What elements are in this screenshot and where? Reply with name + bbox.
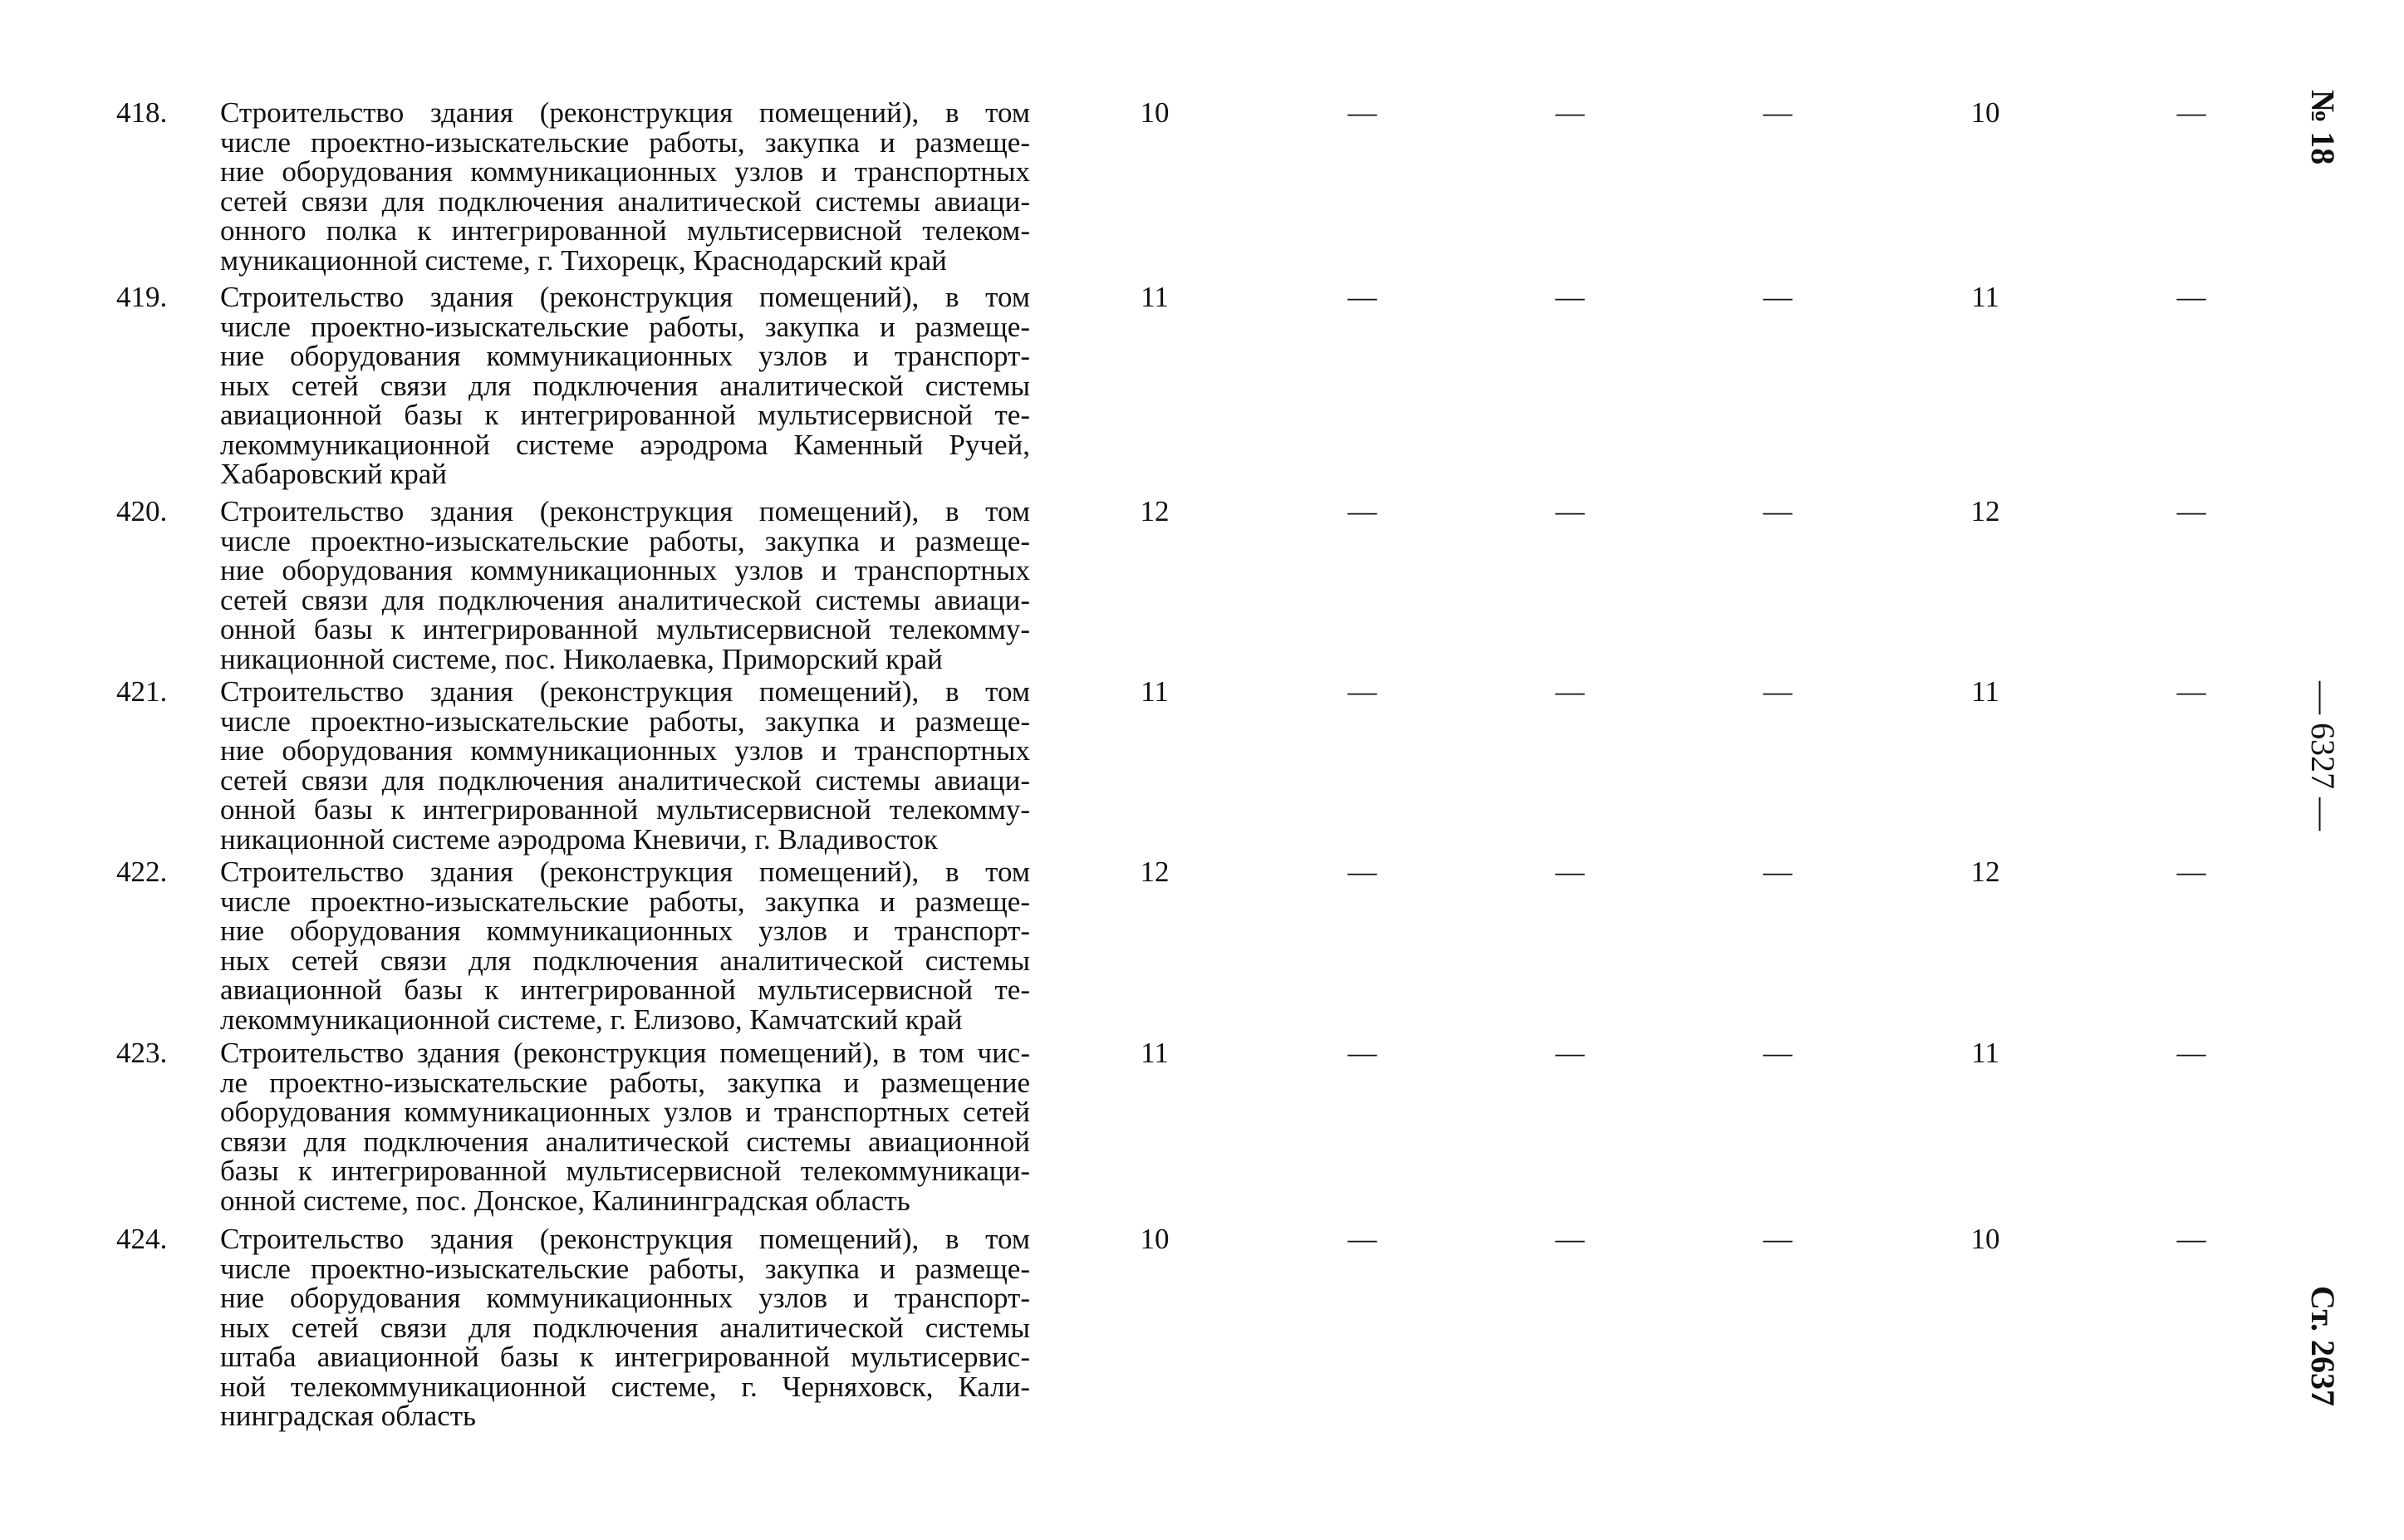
description-line: штаба авиационной базы к интегрированной мультисервис- — [220, 1341, 1030, 1373]
description-line: числе проектно-изыскательские работы, закупка и размеще- — [220, 125, 1030, 159]
value-cell: — — [2176, 675, 2206, 708]
description-line: муникационной системе, г. Тихорецк, Краснодарский край — [220, 243, 947, 277]
value-cell: — — [2176, 281, 2206, 313]
value-cell: — — [1763, 96, 1793, 129]
value-cell: — — [1763, 281, 1793, 313]
value-cell: — — [1555, 495, 1585, 527]
row-number: 420. — [116, 495, 168, 527]
description-line: сетей связи для подключения аналитической системы авиаци- — [220, 583, 1030, 616]
description-line: Хабаровский край — [220, 458, 447, 490]
value-cell: 10 — [1140, 96, 1170, 129]
row-description — [220, 98, 1030, 275]
description-line: ние оборудования коммуникационных узлов и транспортных — [220, 554, 1030, 586]
description-line: числе проектно-изыскательские работы, закупка и размеще- — [220, 1252, 1030, 1285]
value-cell: — — [1555, 675, 1585, 708]
description-line: числе проектно-изыскательские работы, закупка и размеще- — [220, 885, 1030, 918]
row-number: 418. — [116, 96, 168, 129]
value-cell: — — [1763, 495, 1793, 527]
description-line: оборудования коммуникационных узлов и транспортных сетей — [220, 1096, 1030, 1128]
value-cell: 10 — [1970, 96, 2000, 129]
value-cell: 12 — [1140, 856, 1170, 888]
row-description — [220, 1224, 1030, 1431]
description-line: онной базы к интегрированной мультисервисной телекомму- — [220, 793, 1030, 826]
description-line: ние оборудования коммуникационных узлов и транспорт- — [220, 1282, 1030, 1314]
value-cell: 11 — [1141, 675, 1169, 708]
row-number: 423. — [116, 1037, 168, 1069]
description-line: нинградская область — [220, 1400, 477, 1432]
value-cell: — — [1763, 1223, 1793, 1255]
value-cell: — — [1555, 281, 1585, 313]
value-cell: 11 — [1971, 675, 1999, 708]
value-cell: 11 — [1971, 1037, 1999, 1069]
value-cell: 11 — [1971, 281, 1999, 313]
description-line: Строительство здания (реконструкция помещений), в том — [220, 281, 1030, 313]
description-line: Строительство здания (реконструкция помещений), в том — [220, 495, 1030, 527]
description-line: ных сетей связи для подключения аналитической системы — [220, 369, 1030, 402]
value-cell: 11 — [1141, 1037, 1169, 1069]
value-cell: — — [2176, 1223, 2206, 1255]
description-line: лекоммуникационной системе аэродрома Каменный Ручей, — [220, 428, 1030, 461]
description-line: Строительство здания (реконструкция помещений), в том — [220, 675, 1030, 708]
description-line: Строительство здания (реконструкция помещений), в том — [220, 1223, 1030, 1255]
row-number: 419. — [116, 281, 168, 313]
value-cell: — — [1347, 96, 1377, 129]
value-cell: — — [1347, 495, 1377, 527]
value-cell: 10 — [1970, 1223, 2000, 1255]
value-cell: — — [1763, 675, 1793, 708]
issue-number: № 18 — [2304, 90, 2342, 165]
row-number: 421. — [116, 675, 168, 708]
value-cell: — — [1347, 1037, 1377, 1069]
description-line: ных сетей связи для подключения аналитической системы — [220, 944, 1030, 977]
description-line: связи для подключения аналитической системы авиационной — [220, 1125, 1030, 1158]
value-cell: — — [1347, 1223, 1377, 1255]
value-cell: — — [1763, 856, 1793, 888]
value-cell: 11 — [1141, 281, 1169, 313]
description-line: ние оборудования коммуникационных узлов и транспорт- — [220, 915, 1030, 947]
description-line: сетей связи для подключения аналитической системы авиаци- — [220, 184, 1030, 218]
value-cell: 12 — [1970, 856, 2000, 888]
value-cell: — — [1763, 1037, 1793, 1069]
description-line: числе проектно-изыскательские работы, закупка и размеще- — [220, 524, 1030, 557]
description-line: онного полка к интегрированной мультисервисной телеком- — [220, 214, 1030, 247]
description-line: никационной системе аэродрома Кневичи, г. Владивосток — [220, 822, 938, 856]
row-number: 424. — [116, 1223, 168, 1255]
value-cell: — — [1555, 1037, 1585, 1069]
description-line: авиационной базы к интегрированной мультисервисной те- — [220, 399, 1030, 431]
description-line: онной системе, пос. Донское, Калининградская область — [220, 1184, 910, 1217]
row-description — [220, 282, 1030, 489]
value-cell: — — [1347, 281, 1377, 313]
description-line: ной телекоммуникационной системе, г. Черняховск, Кали- — [220, 1370, 1030, 1403]
description-line: базы к интегрированной мультисервисной телекоммуникаци- — [220, 1155, 1030, 1187]
value-cell: — — [1555, 856, 1585, 888]
description-line: Строительство здания (реконструкция помещений), в том чис- — [220, 1037, 1030, 1069]
description-line: ние оборудования коммуникационных узлов и транспортных — [220, 155, 1030, 188]
description-line: числе проектно-изыскательские работы, закупка и размеще- — [220, 310, 1030, 343]
value-cell: 10 — [1140, 1223, 1170, 1255]
value-cell: — — [1555, 96, 1585, 129]
description-line: ние оборудования коммуникационных узлов и транспорт- — [220, 340, 1030, 372]
description-line: числе проектно-изыскательские работы, закупка и размеще- — [220, 704, 1030, 738]
description-line: авиационной базы к интегрированной мультисервисной те- — [220, 974, 1030, 1006]
value-cell: — — [1347, 675, 1377, 708]
row-description — [220, 857, 1030, 1034]
value-cell: — — [2176, 1037, 2206, 1069]
page-number: — 6327 — — [2304, 681, 2342, 831]
description-line: лекоммуникационной системе, г. Елизово, Камчатский край — [220, 1003, 963, 1036]
description-line: никационной системе, пос. Николаевка, Приморский край — [220, 642, 943, 675]
value-cell: — — [1347, 856, 1377, 888]
article-number: Ст. 2637 — [2304, 1286, 2342, 1406]
row-description — [220, 677, 1030, 854]
value-cell: 12 — [1140, 495, 1170, 527]
row-description — [220, 497, 1030, 674]
value-cell: — — [1555, 1223, 1585, 1255]
value-cell: 12 — [1970, 495, 2000, 527]
description-line: Строительство здания (реконструкция помещений), в том — [220, 856, 1030, 888]
description-line: онной базы к интегрированной мультисервисной телекомму- — [220, 613, 1030, 645]
value-cell: — — [2176, 96, 2206, 129]
description-line: сетей связи для подключения аналитической системы авиаци- — [220, 763, 1030, 797]
row-number: 422. — [116, 856, 168, 888]
description-line: ных сетей связи для подключения аналитической системы — [220, 1311, 1030, 1344]
value-cell: — — [2176, 495, 2206, 527]
description-line: Строительство здания (реконструкция помещений), в том — [220, 96, 1030, 129]
value-cell: — — [2176, 856, 2206, 888]
description-line: ние оборудования коммуникационных узлов и транспортных — [220, 734, 1030, 767]
description-line: ле проектно-изыскательские работы, закупка и размещение — [220, 1066, 1030, 1099]
row-description — [220, 1038, 1030, 1215]
